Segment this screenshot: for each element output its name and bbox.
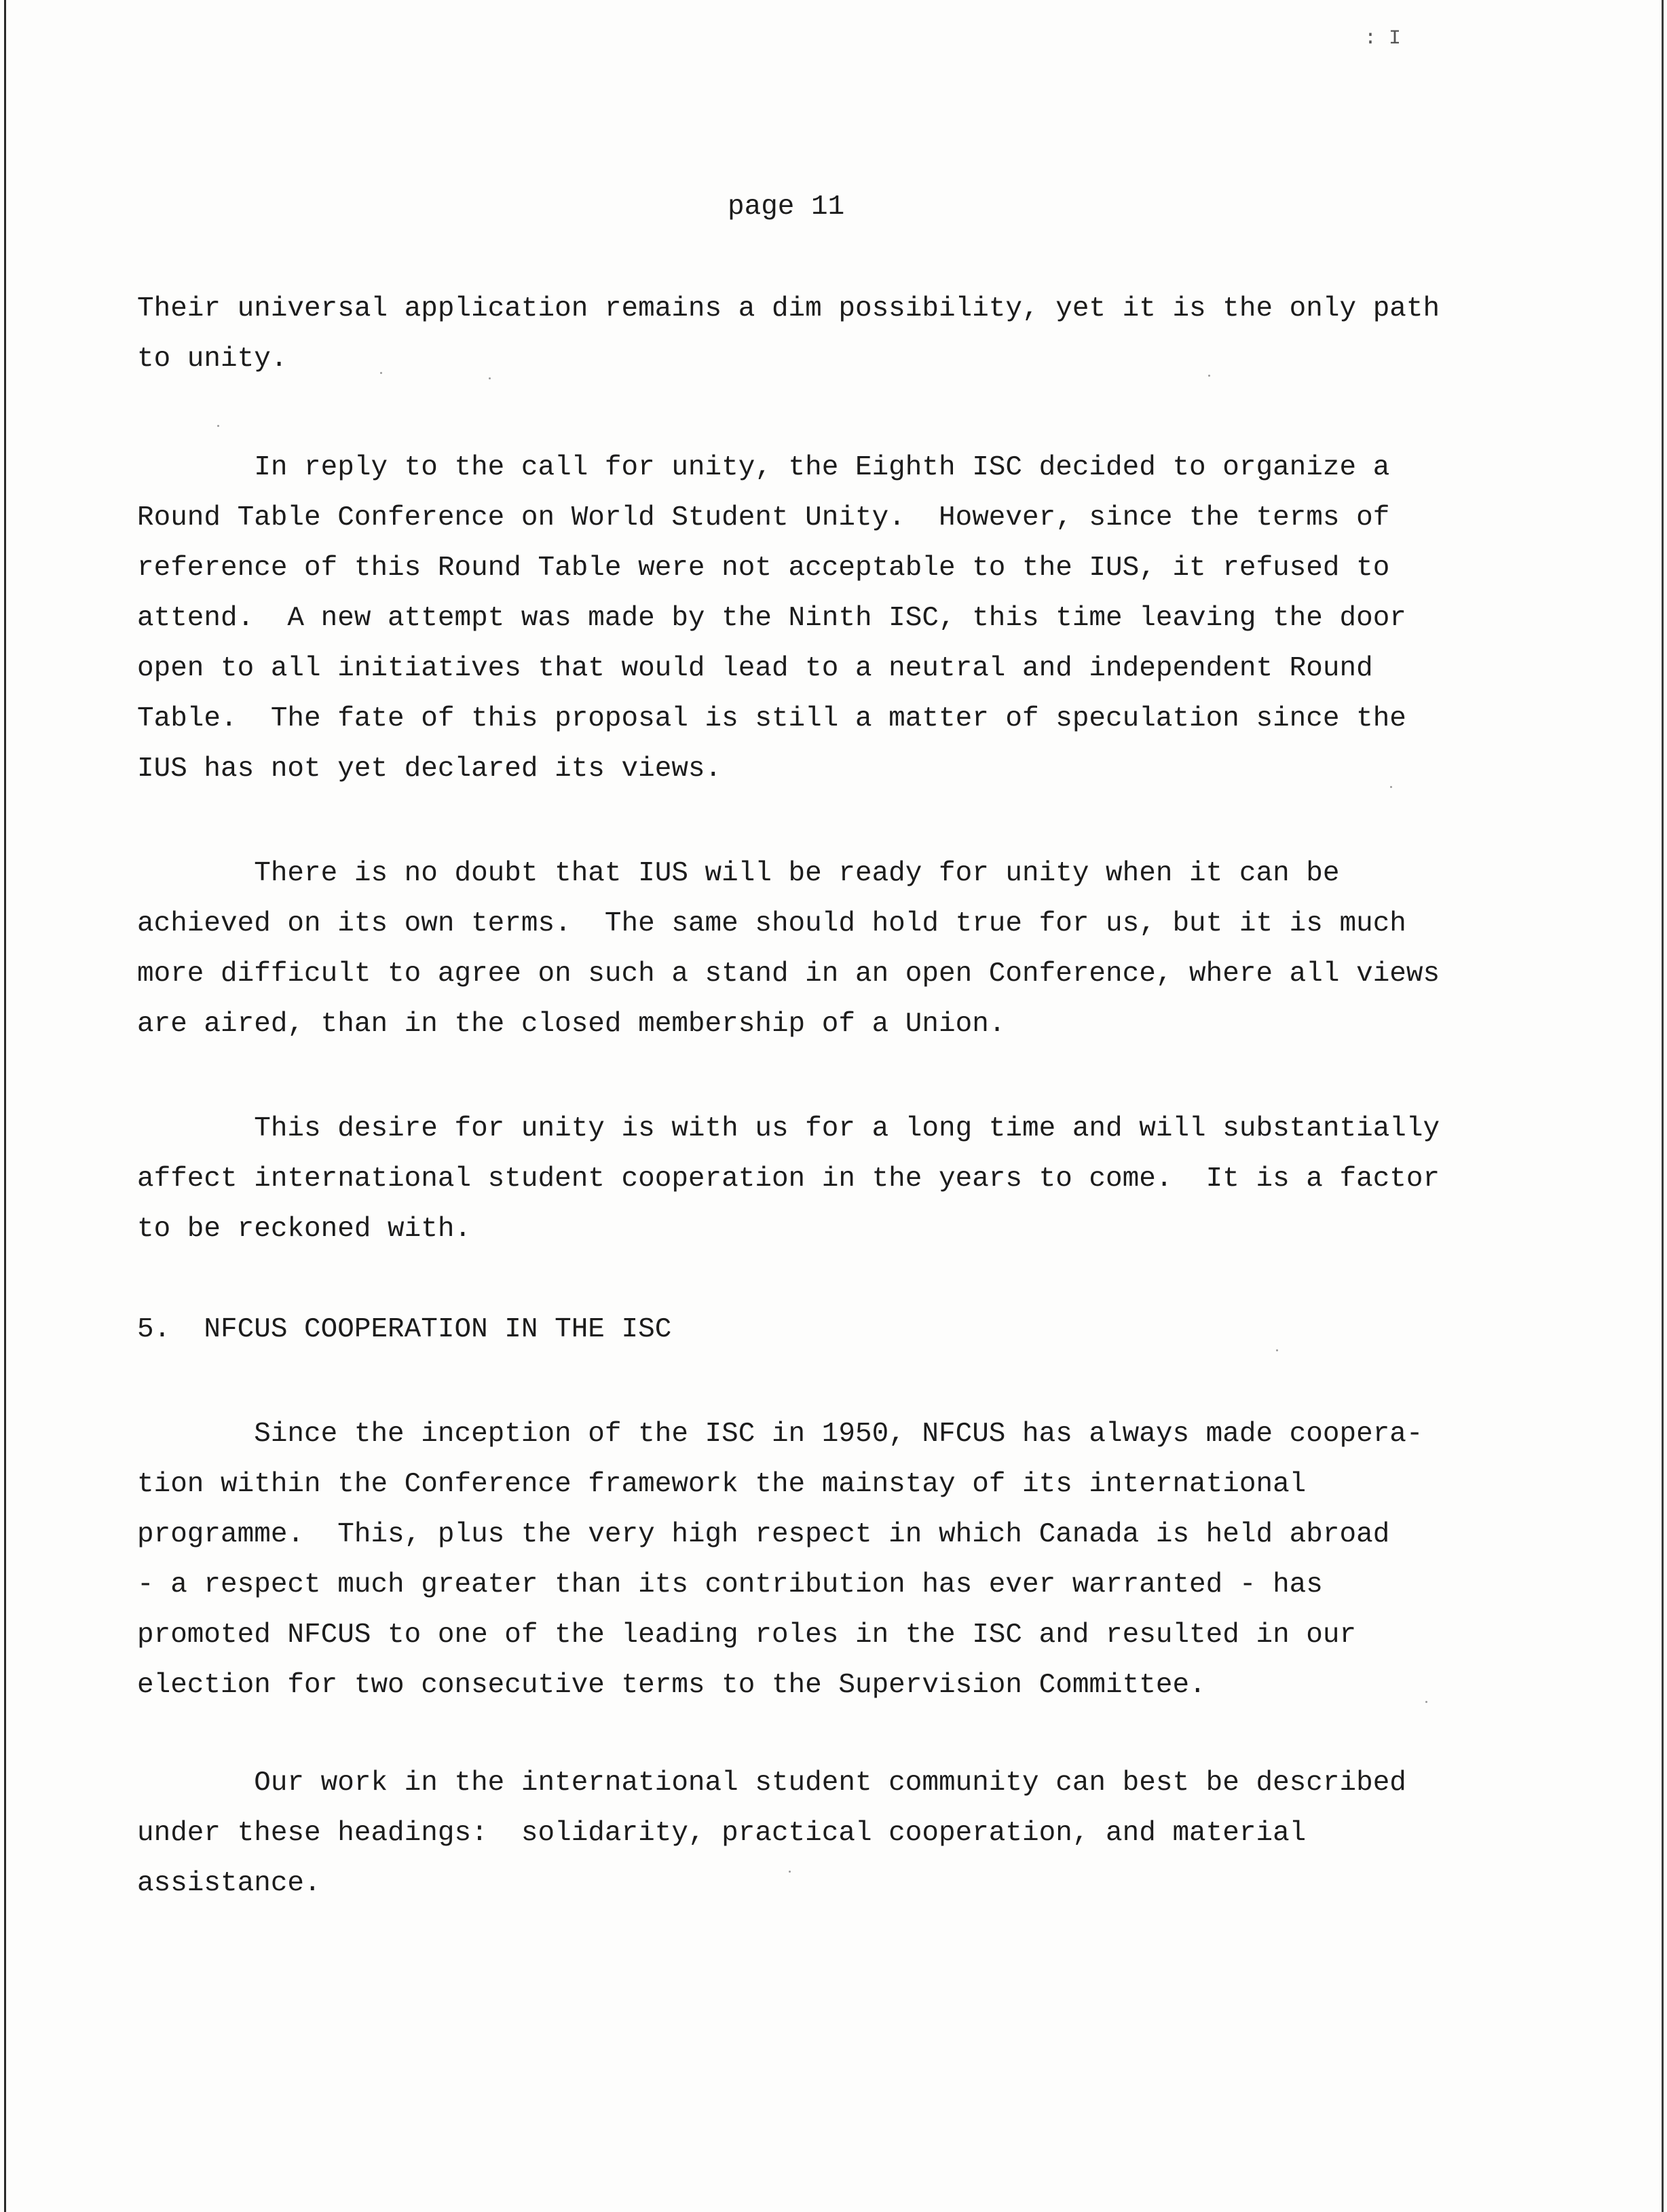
text-line: under these headings: solidarity, practical cooperation, and material [137,1818,1307,1849]
page-right-edge [1662,0,1664,2212]
text-line: - a respect much greater than its contribution has ever warranted - has [137,1569,1323,1600]
text-line: In reply to the call for unity, the Eighth ISC decided to organize a [137,452,1390,483]
scan-speck [1276,1349,1278,1351]
section-heading: 5. NFCUS COOPERATION IN THE ISC [137,1314,672,1345]
section-paragraph-2 [137,1758,1467,1909]
text-line: affect international student cooperation in the years to come. It is a factor [137,1163,1440,1195]
text-line: more difficult to agree on such a stand in an open Conference, where all views [137,958,1440,990]
page-left-edge [4,0,6,2212]
scan-speck [789,1871,791,1873]
scan-speck [217,425,219,427]
text-line: attend. A new attempt was made by the Ninth ISC, this time leaving the door [137,603,1406,634]
text-line: assistance. [137,1868,321,1899]
text-line: election for two consecutive terms to the Supervision Committee. [137,1670,1206,1701]
text-line: Round Table Conference on World Student Unity. However, since the terms of [137,502,1390,533]
text-line: open to all initiatives that would lead to a neutral and independent Round [137,653,1373,684]
text-line: There is no doubt that IUS will be ready for unity when it can be [137,858,1340,889]
paragraph-4 [137,1104,1467,1254]
section-paragraph-1 [137,1409,1467,1710]
scan-speck [380,372,382,374]
paragraph-2 [137,443,1467,794]
text-line: promoted NFCUS to one of the leading roles in the ISC and resulted in our [137,1619,1357,1651]
text-line: achieved on its own terms. The same should hold true for us, but it is much [137,908,1406,939]
text-line: Table. The fate of this proposal is still a matter of speculation since the [137,703,1406,734]
scan-speck [1208,375,1210,377]
text-line: are aired, than in the closed membership of a Union. [137,1009,1006,1040]
text-line: Our work in the international student community can best be described [137,1767,1406,1799]
corner-mark: : I [1364,27,1402,50]
scan-speck [1425,1701,1427,1703]
page-number: page 11 [728,191,845,223]
paragraph-3 [137,848,1467,1049]
text-line: to be reckoned with. [137,1214,472,1245]
text-line: reference of this Round Table were not acceptable to the IUS, it refused to [137,552,1390,584]
text-line: Their universal application remains a dim possibility, yet it is the only path [137,293,1440,324]
text-line: This desire for unity is with us for a long time and will substantially [137,1113,1440,1144]
text-line: programme. This, plus the very high respect in which Canada is held abroad [137,1519,1390,1550]
scan-speck [489,377,491,379]
text-line: to unity. [137,343,288,375]
text-line: tion within the Conference framework the mainstay of its international [137,1469,1307,1500]
scan-speck [1390,786,1392,788]
text-line: IUS has not yet declared its views. [137,753,722,785]
paragraph-1 [137,284,1467,384]
text-line: Since the inception of the ISC in 1950, NFCUS has always made coopera- [137,1419,1423,1450]
